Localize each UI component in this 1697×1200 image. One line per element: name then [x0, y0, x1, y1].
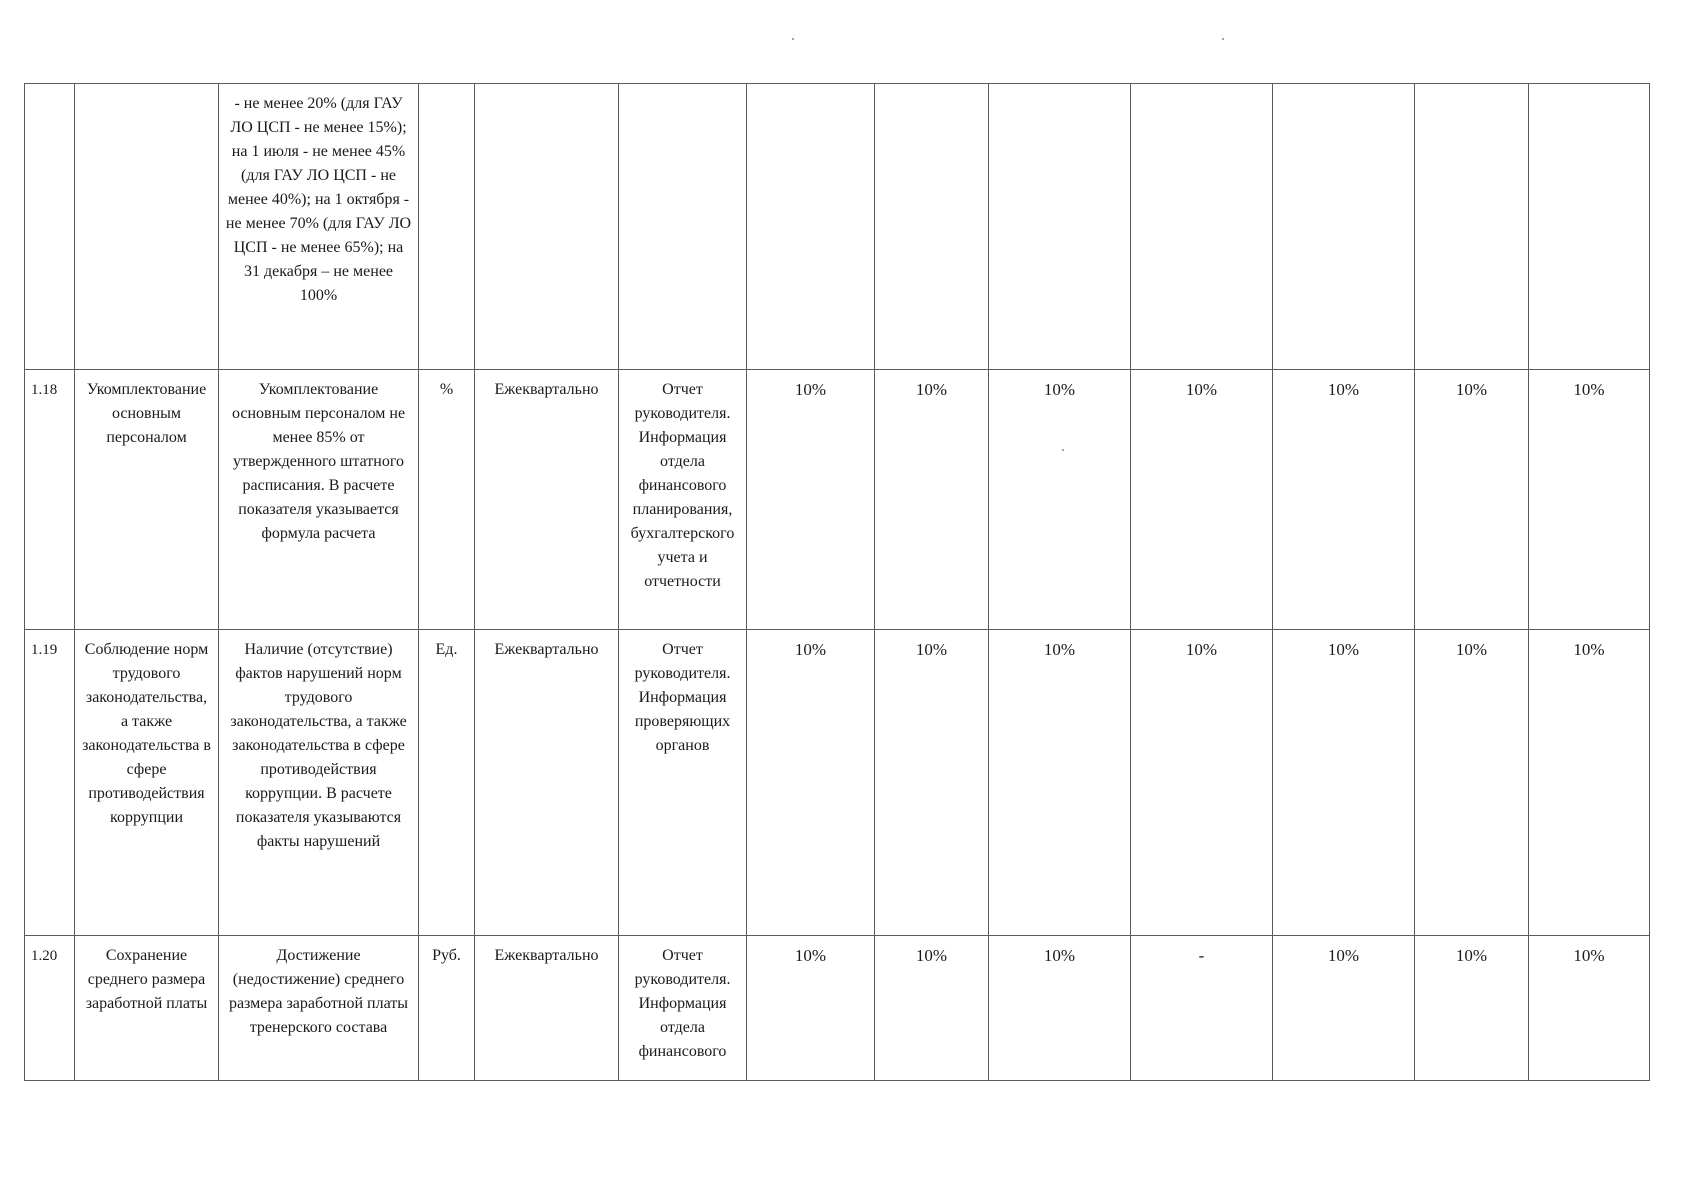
- indicator-description: Достижение (недостижение) среднего размера заработной платы тренерского состава: [219, 936, 419, 1081]
- table-row: [25, 936, 1650, 1081]
- table-row: [25, 370, 1650, 630]
- value-cell: 10%: [989, 630, 1131, 936]
- value-cell: 10%: [1273, 370, 1415, 630]
- value-cell: 10%: [989, 936, 1131, 1081]
- source-cell: Отчет руководителя. Информация отдела финансового: [619, 936, 747, 1081]
- table-row: [25, 630, 1650, 936]
- value-cell: [1529, 84, 1650, 370]
- value-cell: 10%: [747, 370, 875, 630]
- value-cell: [875, 84, 989, 370]
- indicator-description: Укомплектование основным персоналом не менее 85% от утвержденного штатного расписания. В расчете показателя указывается формула расчета: [219, 370, 419, 630]
- indicators-table: [24, 83, 1650, 1081]
- value-cell: 10%: [1415, 370, 1529, 630]
- value-cell: 10%: [1131, 370, 1273, 630]
- value-cell: [1415, 84, 1529, 370]
- source-cell: Отчет руководителя. Информация проверяющих органов: [619, 630, 747, 936]
- unit-cell: %: [419, 370, 475, 630]
- indicator-name: Соблюдение норм трудового законодательства, а также законодательства в сфере противодействия коррупции: [75, 630, 219, 936]
- indicator-description: - не менее 20% (для ГАУ ЛО ЦСП - не менее 15%); на 1 июля - не менее 45% (для ГАУ ЛО ЦСП - не менее 40%); на 1 октября - не менее 70% (для ГАУ ЛО ЦСП - не менее 65%); на 31 декабря – не менее 100%: [219, 84, 419, 370]
- periodicity-cell: Ежеквартально: [475, 936, 619, 1081]
- row-number: 1.18: [25, 370, 75, 630]
- row-number: 1.19: [25, 630, 75, 936]
- value-cell: [989, 84, 1131, 370]
- value-cell: 10%: [1415, 936, 1529, 1081]
- value-cell: 10%: [1529, 936, 1650, 1081]
- value-cell: 10%: [747, 936, 875, 1081]
- unit-cell: Руб.: [419, 936, 475, 1081]
- periodicity-cell: [475, 84, 619, 370]
- unit-cell: [419, 84, 475, 370]
- value-cell: -: [1131, 936, 1273, 1081]
- value-cell: 10%: [1273, 630, 1415, 936]
- value-cell: 10%: [1273, 936, 1415, 1081]
- indicator-name: [75, 84, 219, 370]
- periodicity-cell: Ежеквартально: [475, 630, 619, 936]
- value-cell: [747, 84, 875, 370]
- source-cell: Отчет руководителя. Информация отдела финансового планирования, бухгалтерского учета и отчетности: [619, 370, 747, 630]
- periodicity-cell: Ежеквартально: [475, 370, 619, 630]
- table-row: [25, 84, 1650, 370]
- value-cell: [1131, 84, 1273, 370]
- value-cell: 10%: [1415, 630, 1529, 936]
- unit-cell: Ед.: [419, 630, 475, 936]
- value-cell: 10%: [875, 630, 989, 936]
- indicator-name: Сохранение среднего размера заработной платы: [75, 936, 219, 1081]
- scan-speck: [1222, 38, 1224, 40]
- scan-speck: [792, 38, 794, 40]
- value-cell: 10%: [1529, 630, 1650, 936]
- value-cell: 10%: [875, 936, 989, 1081]
- value-cell: 10%: [747, 630, 875, 936]
- source-cell: [619, 84, 747, 370]
- row-number: [25, 84, 75, 370]
- row-number: 1.20: [25, 936, 75, 1081]
- value-cell: 10%: [1529, 370, 1650, 630]
- value-cell: 10%: [1131, 630, 1273, 936]
- value-cell: [1273, 84, 1415, 370]
- value-cell: 10%: [875, 370, 989, 630]
- value-cell: 10%: [989, 370, 1131, 630]
- indicator-description: Наличие (отсутствие) фактов нарушений норм трудового законодательства, а также законодательства в сфере противодействия коррупции. В расчете показателя указываются факты нарушений: [219, 630, 419, 936]
- indicator-name: Укомплектование основным персоналом: [75, 370, 219, 630]
